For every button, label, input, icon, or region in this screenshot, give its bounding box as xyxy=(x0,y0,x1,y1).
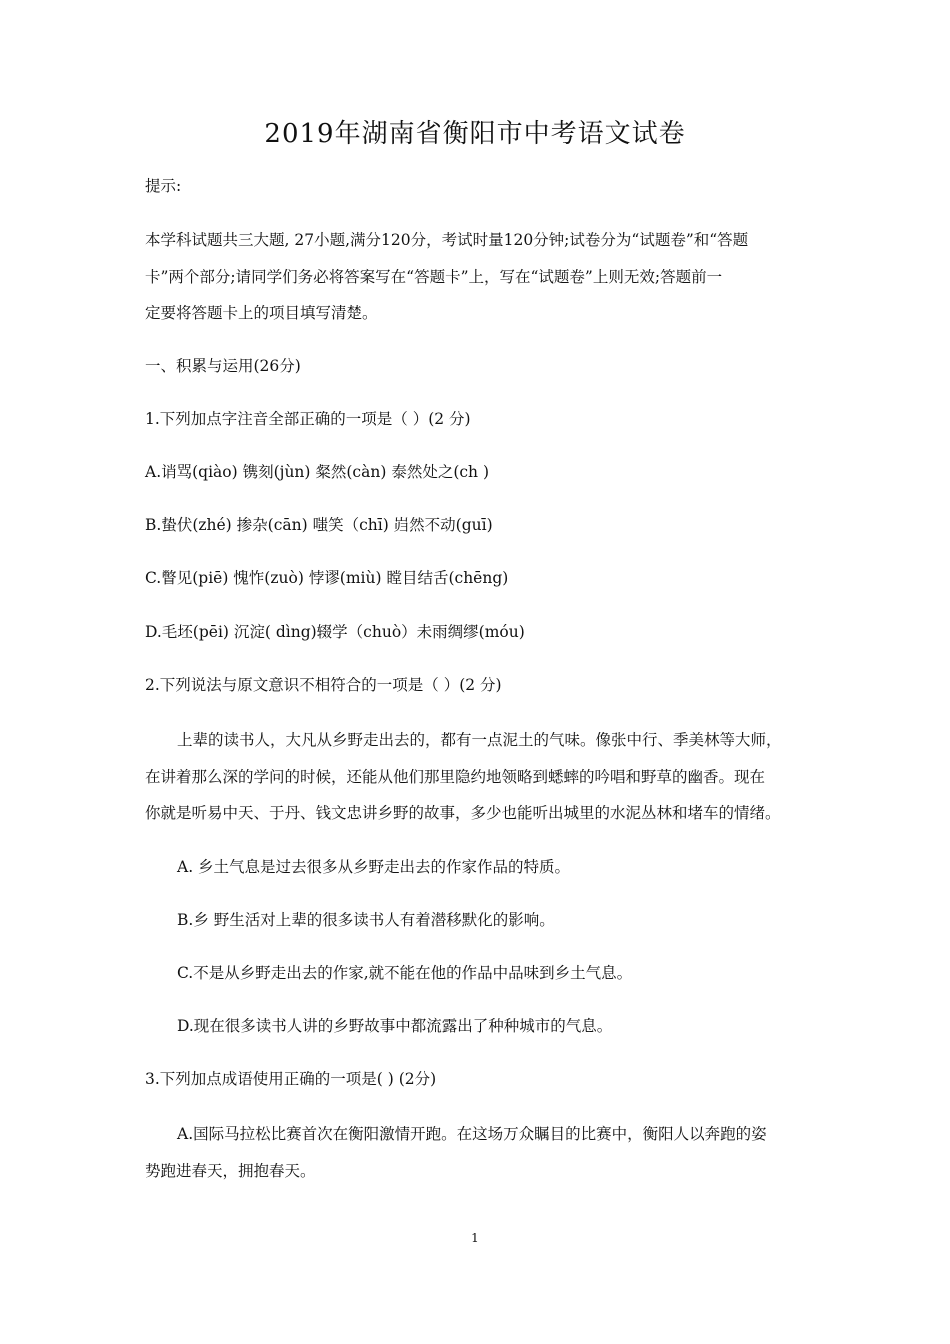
question-stem: 3.下列加点成语使用正确的一项是( ) (2分) xyxy=(145,1070,437,1088)
intro-line: 本学科试题共三大题, 27小题,满分120分，考试时量120分钟;试卷分为“试题卷”和“答题 xyxy=(145,231,749,249)
question-option: C.不是从乡野走出去的作家,就不能在他的作品中品味到乡土气息。 xyxy=(177,964,633,982)
page-number: 1 xyxy=(471,1231,479,1245)
tip-label: 提示: xyxy=(145,177,182,195)
question-option: A.国际马拉松比赛首次在衡阳激情开跑。在这场万众瞩目的比赛中，衡阳人以奔跑的姿 xyxy=(177,1125,767,1143)
passage-line: 上辈的读书人，大凡从乡野走出去的，都有一点泥土的气味。像张中行、季美林等大师， xyxy=(177,731,782,749)
passage-line: 在讲着那么深的学问的时候，还能从他们那里隐约地领略到蟋蟀的吟唱和野草的幽香。现在 xyxy=(145,768,766,786)
intro-line: 定要将答题卡上的项目填写清楚。 xyxy=(145,304,378,322)
question-option: 势跑进春天，拥抱春天。 xyxy=(145,1162,316,1180)
question-option: D.毛坯(pēi) 沉淀( dìng)辍学（chuò）未雨绸缪(móu) xyxy=(145,623,525,641)
section-heading: 一、积累与运用(26分) xyxy=(145,357,301,375)
question-option: B.蛰伏(zhé) 掺杂(cān) 嗤笑（chī) 岿然不动(guī) xyxy=(145,516,493,534)
passage-line: 你就是听易中天、于丹、钱文忠讲乡野的故事，多少也能听出城里的水泥丛林和堵车的情绪。 xyxy=(145,804,781,822)
page-title: 2019年湖南省衡阳市中考语文试卷 xyxy=(264,119,686,149)
question-stem: 1.下列加点字注音全部正确的一项是（ ）(2 分) xyxy=(145,410,471,428)
question-option: A.诮骂(qiào) 镌刻(jùn) 粲然(càn) 泰然处之(ch ) xyxy=(145,463,489,481)
question-stem: 2.下列说法与原文意识不相符合的一项是（ ）(2 分) xyxy=(145,676,502,694)
question-option: C.瞥见(piē) 愧怍(zuò) 悖谬(miù) 瞠目结舌(chēng) xyxy=(145,569,509,587)
question-option: B.乡 野生活对上辈的很多读书人有着潜移默化的影响。 xyxy=(177,911,555,929)
question-option: A. 乡土气息是过去很多从乡野走出去的作家作品的特质。 xyxy=(177,858,571,876)
intro-line: 卡”两个部分;请同学们务必将答案写在“答题卡”上，写在“试题卷”上则无效;答题前一 xyxy=(145,268,723,286)
question-option: D.现在很多读书人讲的乡野故事中都流露出了种种城市的气息。 xyxy=(177,1017,613,1035)
